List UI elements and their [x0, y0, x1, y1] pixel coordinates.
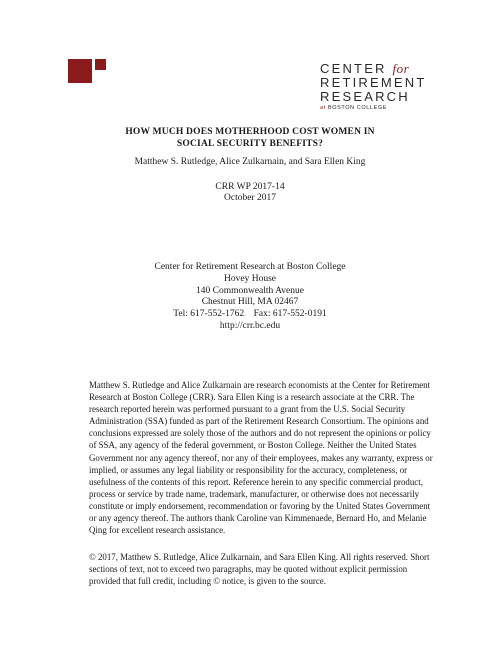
crr-logo	[320, 62, 430, 112]
address-url[interactable]: http://crr.bc.edu	[219, 320, 281, 331]
address-city: Chestnut Hill, MA 02467	[201, 297, 299, 308]
paper-title	[0, 126, 500, 150]
logo-square-large	[68, 59, 92, 83]
paper-title-line-2: SOCIAL SECURITY BENEFITS?	[176, 139, 324, 149]
logo-line-research: RESEARCH	[320, 89, 410, 104]
working-paper-date: October 2017	[224, 193, 276, 203]
address-phone-fax: Tel: 617-552-1762 Fax: 617-552-0191	[173, 309, 327, 320]
address-street: 140 Commonwealth Avenue	[195, 285, 304, 296]
logo-line-boston-college: at BOSTON COLLEGE	[320, 105, 387, 111]
working-paper-info	[0, 182, 500, 204]
paper-title-line-1: HOW MUCH DOES MOTHERHOOD COST WOMEN IN	[125, 127, 375, 137]
working-paper-number: CRR WP 2017-14	[215, 182, 285, 192]
disclaimer-paragraph: Matthew S. Rutledge and Alice Zulkarnain are research economists at the Center for Retirement Research at Boston College (CRR). Sara Ellen King is a research associate at the CRR. The research reported herein was performed pursuant to a grant from the U.S. Social Security Administration (SSA) funded as part of the Retirement Research Consortium. The opinions and conclusions expressed are solely those of the authors and do not represent the opinions or policy of SSA, any agency of the federal government, or Boston College. Neither the United States Government nor any agency thereof, nor any of their employees, makes any warranty, express or implied, or assumes any legal liability or responsibility for the accuracy, completeness, or usefulness of the contents of this report. Reference herein to any specific commercial product, process or service by trade name, trademark, manufacturer, or otherwise does not necessarily constitute or imply endorsement, recommendation or favoring by the United States Government or any agency thereof. The authors thank Caroline van Kimmenaede, Bernard Ho, and Melanie Qing for excellent research assistance.	[89, 380, 433, 536]
authors: Matthew S. Rutledge, Alice Zulkarnain, and Sara Ellen King	[134, 157, 366, 167]
copyright-paragraph: © 2017, Matthew S. Rutledge, Alice Zulkarnain, and Sara Ellen King. All rights reserved. Short sections of text, not to exceed two paragraphs, may be quoted without explicit permission provided that full credit, including © notice, is given to the source.	[89, 552, 430, 587]
logo-line-retirement: RETIREMENT	[320, 75, 427, 90]
logo-mark	[68, 59, 108, 83]
logo-square-small	[95, 59, 106, 70]
address-org: Center for Retirement Research at Boston College	[154, 262, 346, 272]
logo-line-center: CENTER for	[320, 61, 410, 76]
address-block	[0, 262, 500, 333]
address-building: Hovey House	[224, 273, 276, 284]
